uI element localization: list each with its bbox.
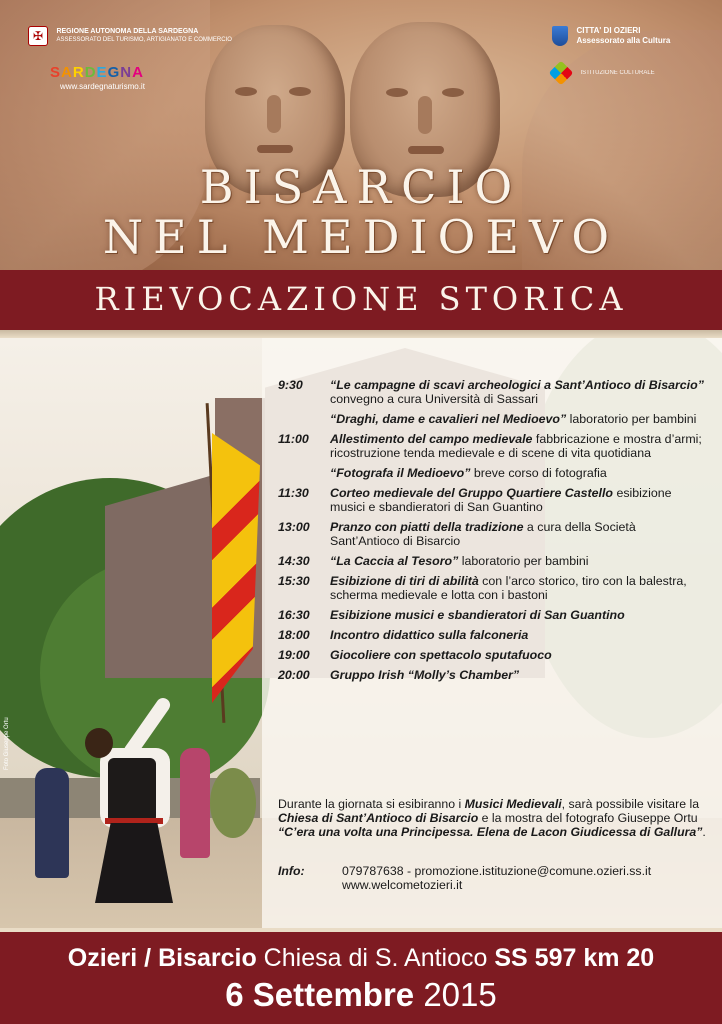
city-name: CITTA' DI OZIERI [576, 26, 641, 35]
schedule-item [278, 628, 708, 642]
schedule-item [278, 668, 708, 682]
schedule-desc: con l’arco storico, tiro con la balestra, scherma medievale e lotta con i bastoni [330, 574, 687, 602]
info-contact: 079787638 - promozione.istituzione@comune.ozieri.ss.it [342, 864, 652, 878]
schedule-item [278, 574, 708, 602]
subtitle-band [0, 270, 722, 330]
schedule-title: “Draghi, dame e cavalieri nel Medioevo” [330, 412, 567, 426]
istituzione-name: ISTITUZIONE CULTURALE [580, 70, 655, 76]
schedule-title: Pranzo con piatti della tradizione [330, 520, 524, 534]
istituzione-logo [550, 62, 655, 84]
date-line: 6 Settembre 2015 [225, 976, 497, 1013]
schedule-time: 13:00 [278, 520, 310, 534]
city-logo [552, 26, 670, 46]
schedule-item [278, 486, 708, 514]
schedule-time: 19:00 [278, 648, 310, 662]
info-block [278, 864, 708, 892]
flower-bush [210, 768, 256, 838]
schedule-title: Allestimento del campo medievale [330, 432, 533, 446]
photo-credit: Foto Giuseppe Ortu [4, 717, 10, 770]
schedule-item [278, 520, 708, 548]
schedule-title: Giocoliere con spettacolo sputafuoco [330, 648, 552, 662]
sardegna-logo: SARDEGNA [50, 64, 144, 81]
schedule-item [278, 648, 708, 662]
schedule-time: 11:30 [278, 486, 309, 500]
schedule-time: 20:00 [278, 668, 310, 682]
region-emblem-icon: ✠ [28, 26, 48, 46]
schedule-item [278, 432, 708, 460]
schedule-desc: a cura della Società Sant’Antioco di Bisarcio [330, 520, 636, 548]
schedule-time: 11:00 [278, 432, 309, 446]
schedule-desc: esibizione musici e sbandieratori di San Guantino [330, 486, 672, 514]
schedule-time: 14:30 [278, 554, 310, 568]
schedule-title: “Fotografa il Medioevo” [330, 466, 471, 480]
schedule-item [278, 608, 708, 622]
schedule-title: “Le campagne di scavi archeologici a Sant’Antioco di Bisarcio” [330, 378, 704, 392]
region-name: REGIONE AUTONOMA DELLA SARDEGNA ASSESSORATO DEL TURISMO, ARTIGIANATO E COMMERCIO [56, 28, 232, 43]
city-dept: Assessorato alla Cultura [576, 36, 671, 45]
istituzione-icon [549, 61, 574, 86]
schedule-title: Esibizione di tiri di abilità [330, 574, 479, 588]
schedule-item [278, 554, 708, 568]
schedule-desc: breve corso di fotografia [470, 466, 607, 480]
subtitle: RIEVOCAZIONE STORICA [94, 280, 628, 318]
info-website: www.welcometozieri.it [342, 878, 463, 892]
city-crest-icon [552, 26, 568, 46]
schedule-title: Corteo medievale del Gruppo Quartiere Castello [330, 486, 613, 500]
schedule-time: 9:30 [278, 378, 303, 392]
info-label: Info: [278, 864, 305, 878]
schedule-title: Esibizione musici e sbandieratori di San Guantino [330, 608, 625, 622]
schedule-desc: laboratorio per bambini [566, 412, 697, 426]
schedule-item [278, 466, 708, 480]
schedule-time: 15:30 [278, 574, 310, 588]
schedule-desc: fabbricazione e mostra d’armi; ricostruzione tenda medievale e di scene di vita quotidiana [330, 432, 702, 460]
schedule-desc: convegno a cura Università di Sassari [330, 392, 538, 406]
schedule-time: 18:00 [278, 628, 310, 642]
title-line-1: BISARCIO [199, 160, 523, 214]
schedule-title: Gruppo Irish “Molly’s Chamber” [330, 668, 520, 682]
sardegna-url: www.sardegnaturismo.it [60, 82, 145, 91]
schedule-title: “La Caccia al Tesoro” [330, 554, 459, 568]
bystander [35, 768, 69, 878]
title-line-2: NEL MEDIOEVO [102, 210, 620, 264]
schedule-desc: laboratorio per bambini [458, 554, 589, 568]
schedule-item [278, 412, 708, 426]
schedule-item [278, 378, 708, 406]
event-schedule [278, 378, 708, 688]
location-line: Ozieri / Bisarcio Chiesa di S. Antioco SS 597 km 20 [67, 944, 655, 972]
schedule-title: Incontro didattico sulla falconeria [330, 628, 529, 642]
additional-note: Durante la giornata si esibiranno i Musici Medievali, sarà possibile visitare la Chiesa di Sant’Antioco di Bisarcio e la mostra del fotografo Giuseppe Ortu “C’era una volta una Principessa. Elena de Lacon Giudicessa di Gallura”. [278, 797, 706, 839]
schedule-time: 16:30 [278, 608, 310, 622]
flag-thrower [80, 683, 200, 923]
region-logo [28, 26, 232, 46]
header-stone-relief [0, 0, 722, 270]
